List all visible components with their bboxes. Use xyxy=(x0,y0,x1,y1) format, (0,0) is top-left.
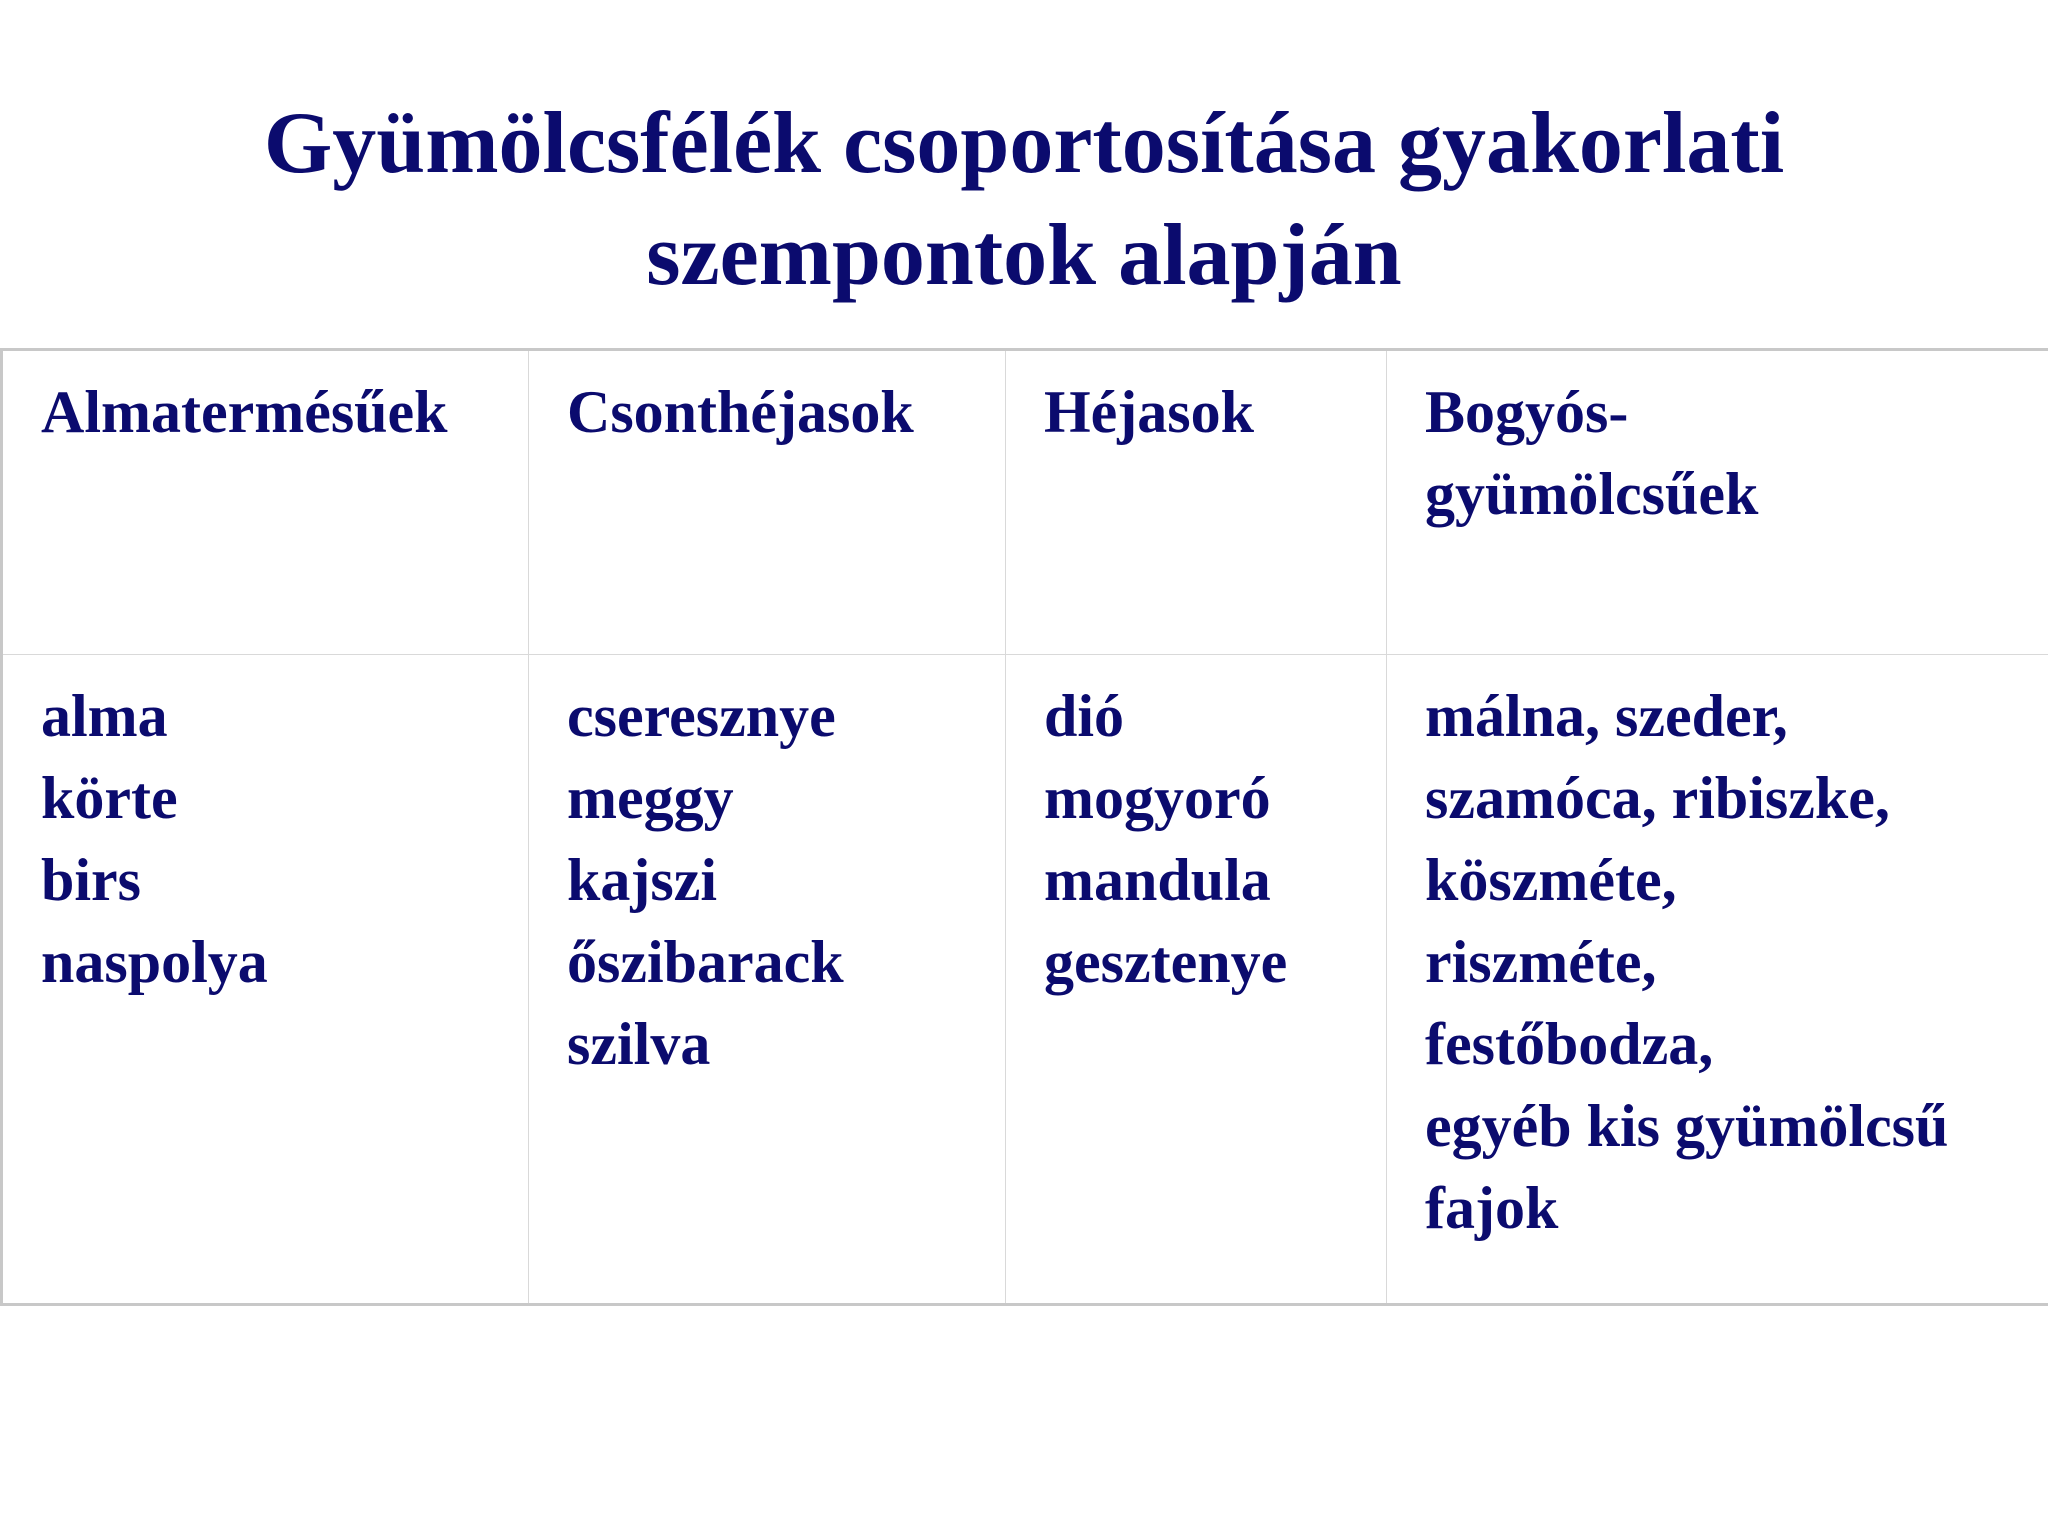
items-cell-csonthejasok xyxy=(529,655,1006,1305)
list-item: kajszi xyxy=(567,847,717,913)
slide-title-line-2: szempontok alapján xyxy=(646,207,1402,304)
list-item: köszméte, xyxy=(1425,847,1677,913)
list-item: festőbodza, xyxy=(1425,1011,1714,1077)
items-cell-hejasok xyxy=(1006,655,1387,1305)
table-header-row xyxy=(2,350,2048,655)
list-item: dió xyxy=(1044,683,1125,749)
header-cell-hejasok xyxy=(1006,350,1387,655)
list-item: naspolya xyxy=(41,929,268,995)
list-item: egyéb kis gyümölcsű xyxy=(1425,1093,1949,1159)
list-item: alma xyxy=(41,683,168,749)
header-label-line-2: gyümölcsűek xyxy=(1425,461,1759,527)
list-item: mogyoró xyxy=(1044,765,1271,831)
header-cell-csonthejasok xyxy=(529,350,1006,655)
list-item: szamóca, ribiszke, xyxy=(1425,765,1890,831)
fruit-groups-table xyxy=(0,348,2048,1306)
header-cell-almatermesuek xyxy=(2,350,529,655)
table-row xyxy=(2,655,2048,1305)
list-item: mandula xyxy=(1044,847,1271,913)
list-item: fajok xyxy=(1425,1175,1559,1241)
slide-title-line-1: Gyümölcsfélék csoportosítása gyakorlati xyxy=(263,95,1785,192)
slide-title xyxy=(0,88,2048,312)
list-item: szilva xyxy=(567,1011,711,1077)
header-label: Héjasok xyxy=(1044,379,1254,445)
list-item: gesztenye xyxy=(1044,929,1288,995)
list-item: málna, szeder, xyxy=(1425,683,1788,749)
header-label-line-1: Bogyós- xyxy=(1425,379,1629,445)
items-cell-almatermesuek xyxy=(2,655,529,1305)
header-label: Csonthéjasok xyxy=(567,379,914,445)
list-item: körte xyxy=(41,765,178,831)
list-item: cseresznye xyxy=(567,683,836,749)
list-item: meggy xyxy=(567,765,734,831)
items-cell-bogyos-gyumolcsuek xyxy=(1387,655,2048,1305)
list-item: őszibarack xyxy=(567,929,844,995)
list-item: birs xyxy=(41,847,142,913)
header-cell-bogyos-gyumolcsuek xyxy=(1387,350,2048,655)
header-label: Almatermésűek xyxy=(41,379,448,445)
list-item: riszméte, xyxy=(1425,929,1657,995)
